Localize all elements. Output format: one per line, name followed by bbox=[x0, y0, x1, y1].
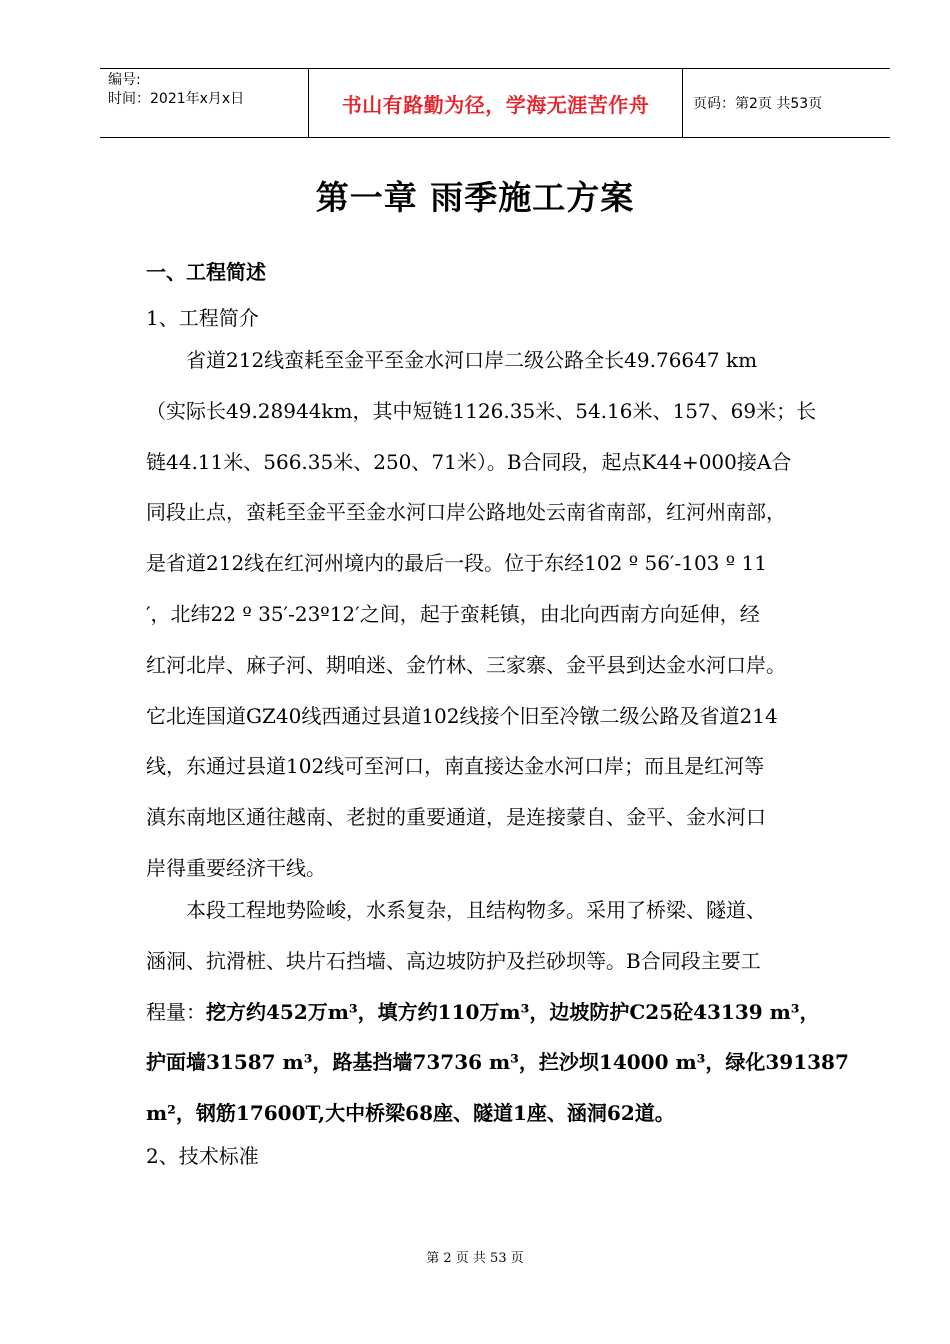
paragraph-line: 岸得重要经济干线。 bbox=[146, 855, 326, 880]
paragraph-line: 省道212线蛮耗至金平至金水河口岸二级公路全长49.76647 km bbox=[146, 348, 758, 372]
paragraph-line: 滇东南地区通往越南、老挝的重要通道，是连接蒙自、金平、金水河口 bbox=[146, 805, 766, 830]
paragraph-line: ′，北纬22 º 35′-23º12′之间，起于蛮耗镇，由北向西南方向延伸，经 bbox=[146, 601, 760, 626]
section-heading-overview: 一、工程简述 bbox=[146, 260, 266, 284]
paragraph-quantities bbox=[146, 885, 851, 1139]
paragraph-line: 链44.11米、566.35米、250、71米）。B合同段，起点K44+000接A合 bbox=[146, 449, 792, 474]
serial-label: 编号: bbox=[108, 72, 141, 88]
paragraph-line: （实际长49.28944km，其中短链1126.35米、54.16米、157、69米；长 bbox=[146, 398, 817, 423]
paragraph-line: 涵洞、抗滑桩、块片石挡墙、高边坡防护及拦砂坝等。B合同段主要工 bbox=[146, 948, 761, 973]
subheading-tech-standard: 2、技术标准 bbox=[146, 1144, 259, 1168]
paragraph-line: 是省道212线在红河州境内的最后一段。位于东经102 º 56′-103 º 11 bbox=[146, 551, 767, 576]
paragraph-line: 红河北岸、麻子河、期咱迷、金竹林、三家寨、金平县到达金水河口岸。 bbox=[146, 652, 786, 677]
quantities-bold: 挖方约452万m³，填方约110万m³，边坡防护C25砼43139 m³， bbox=[206, 999, 820, 1024]
chapter-title: 第一章 雨季施工方案 bbox=[315, 178, 635, 217]
page-info-text: 页码：第2页 共53页 bbox=[693, 96, 823, 112]
paragraph-line-bold: 护面墙31587 m³，路基挡墙73736 m³，拦沙坝14000 m³，绿化391387 bbox=[146, 1050, 849, 1075]
quantities-lead: 程量： bbox=[146, 999, 206, 1024]
time-label: 时间：2021年x月x日 bbox=[108, 91, 245, 107]
page-footer: 第 2 页 共 53 页 bbox=[426, 1251, 524, 1266]
paragraph-line bbox=[146, 987, 851, 1038]
motto-cell bbox=[309, 69, 683, 137]
subheading-project-intro: 1、工程简介 bbox=[146, 306, 259, 330]
paragraph-line-bold: m²，钢筋17600T,大中桥梁68座、隧道1座、涵洞62道。 bbox=[146, 1101, 675, 1126]
header-table bbox=[100, 68, 890, 138]
paragraph-line: 同段止点，蛮耗至金平至金水河口岸公路地处云南省南部，红河州南部， bbox=[146, 500, 786, 525]
header-meta-cell bbox=[100, 69, 309, 137]
paragraph-line: 线，东通过县道102线可至河口，南直接达金水河口岸；而且是红河等 bbox=[146, 754, 765, 779]
paragraph-line: 它北连国道GZ40线西通过县道102线接个旧至冷镦二级公路及省道214 bbox=[146, 703, 778, 728]
paragraph-line: 本段工程地势险峻，水系复杂，且结构物多。采用了桥梁、隧道、 bbox=[146, 898, 766, 922]
page-info-cell bbox=[683, 69, 890, 137]
paragraph-project-intro bbox=[146, 335, 851, 894]
motto-text: 书山有路勤为径，学海无涯苦作舟 bbox=[341, 92, 650, 117]
